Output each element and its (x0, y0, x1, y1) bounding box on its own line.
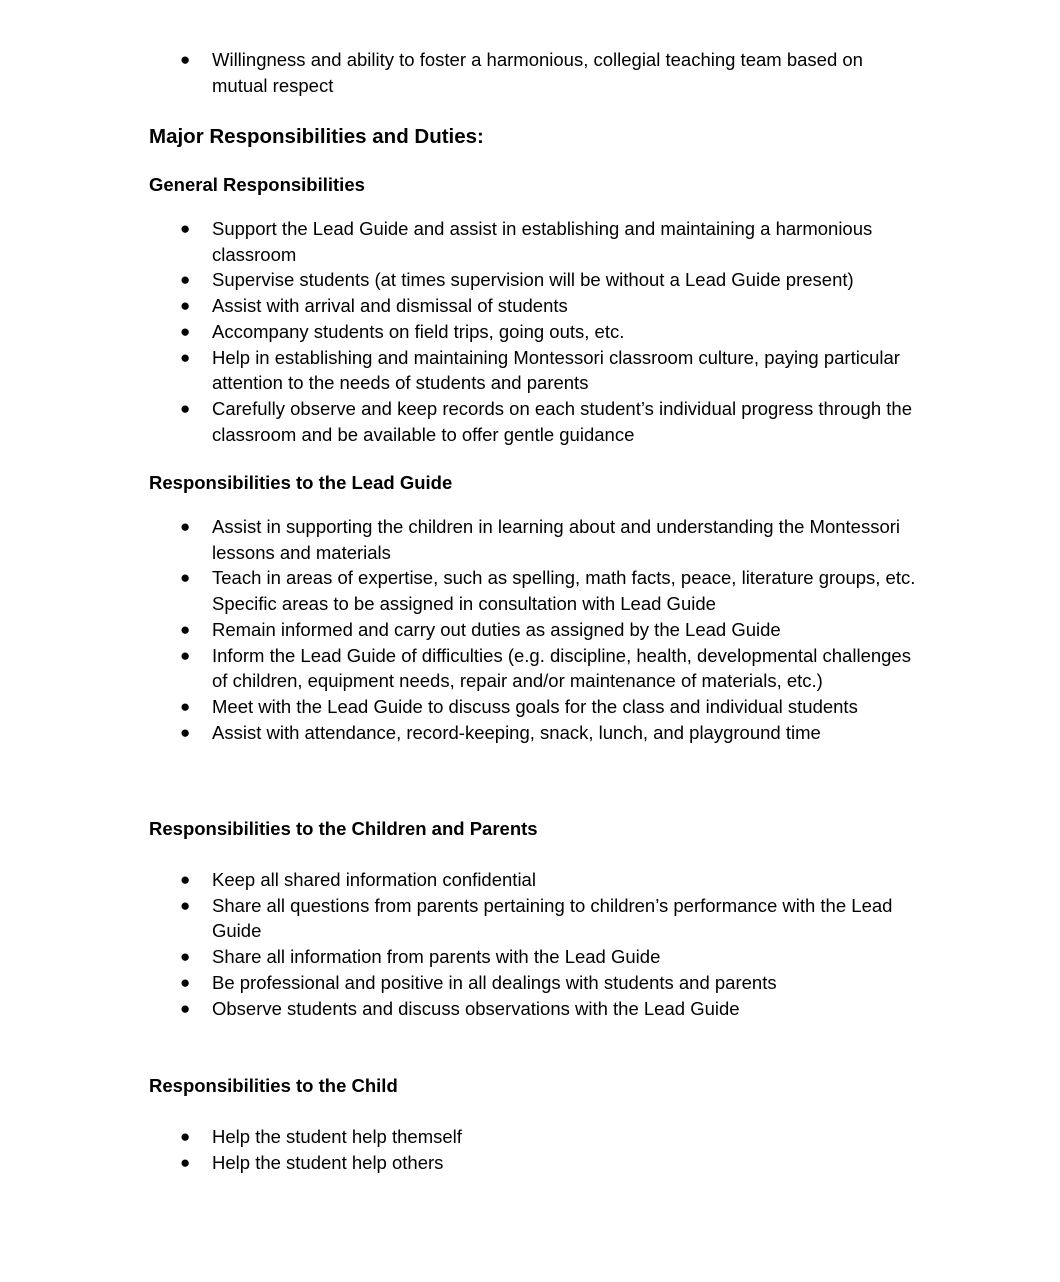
intro-list (149, 47, 919, 98)
bullet-icon: ● (180, 972, 191, 992)
list-item (149, 565, 919, 616)
bullet-icon: ● (180, 296, 191, 316)
section-list-lead-guide (149, 514, 919, 745)
list-item-text: Assist with arrival and dismissal of students (212, 295, 568, 317)
bullet-icon: ● (180, 568, 191, 588)
list-item (149, 1124, 919, 1150)
list-item-text: Be professional and positive in all dealings with students and parents (212, 971, 777, 993)
list-item (149, 944, 919, 970)
bullet-icon: ● (180, 696, 191, 716)
list-item-text: Teach in areas of expertise, such as spelling, math facts, peace, literature groups, etc. Specific areas to be assigned in consultation with Lead Guide (212, 567, 916, 615)
list-item (149, 617, 919, 643)
bullet-icon: ● (180, 517, 191, 536)
list-item-text: Remain informed and carry out duties as assigned by the Lead Guide (212, 618, 781, 640)
bullet-icon: ● (180, 722, 191, 742)
list-item-text: Observe students and discuss observations with the Lead Guide (212, 997, 740, 1019)
list-item (149, 867, 919, 893)
list-item-text: Willingness and ability to foster a harmonious, collegial teaching team based on mutual respect (212, 49, 863, 96)
bullet-icon: ● (180, 947, 191, 967)
list-item (149, 293, 919, 319)
list-item-text: Inform the Lead Guide of difficulties (e.g. discipline, health, developmental challenges of children, equipment needs, repair and/or maintenance of materials, etc.) (212, 644, 911, 692)
bullet-icon: ● (180, 645, 191, 665)
bullet-icon: ● (180, 998, 191, 1018)
major-heading: Major Responsibilities and Duties: (149, 125, 484, 148)
list-item-text: Share all questions from parents pertaining to children’s performance with the Lead Guide (212, 894, 893, 942)
list-item-text: Assist with attendance, record-keeping, snack, lunch, and playground time (212, 721, 821, 743)
bullet-icon: ● (180, 347, 191, 367)
bullet-icon: ● (180, 619, 191, 639)
list-item-text: Meet with the Lead Guide to discuss goals for the class and individual students (212, 695, 858, 717)
bullet-icon: ● (180, 1152, 191, 1172)
list-item (149, 345, 919, 396)
list-item-text: Keep all shared information confidential (212, 869, 536, 890)
section-heading-general: General Responsibilities (149, 174, 365, 195)
list-item-text: Help the student help others (212, 1151, 444, 1173)
list-item (149, 514, 919, 565)
section-list-child (149, 1124, 919, 1175)
list-item-text: Support the Lead Guide and assist in establishing and maintaining a harmonious classroom (212, 218, 873, 265)
list-item (149, 996, 919, 1022)
list-item-text: Carefully observe and keep records on each student’s individual progress through the classroom and be available to offer gentle guidance (212, 397, 913, 445)
bullet-icon: ● (180, 870, 191, 889)
bullet-icon: ● (180, 270, 191, 290)
list-item-text: Share all information from parents with the Lead Guide (212, 946, 661, 968)
list-item (149, 970, 919, 996)
section-list-general (149, 216, 919, 447)
list-item-text: Assist in supporting the children in learning about and understanding the Montessori lessons and materials (212, 516, 901, 563)
list-item (149, 694, 919, 720)
list-item (149, 319, 919, 345)
list-item (149, 720, 919, 746)
list-item-text: Help in establishing and maintaining Montessori classroom culture, paying particular attention to the needs of students and parents (212, 346, 900, 394)
bullet-icon: ● (180, 895, 191, 915)
list-item (149, 643, 919, 694)
list-item (149, 267, 919, 293)
bullet-icon: ● (180, 321, 191, 341)
list-item (149, 1150, 919, 1176)
bullet-icon: ● (180, 219, 191, 238)
bullet-icon: ● (180, 50, 191, 69)
list-item (149, 216, 919, 267)
list-item-text: Help the student help themself (212, 1126, 462, 1147)
list-item-text: Accompany students on field trips, going outs, etc. (212, 320, 625, 342)
list-item-text: Supervise students (at times supervision will be without a Lead Guide present) (212, 269, 854, 291)
bullet-icon: ● (180, 398, 191, 418)
section-heading-child: Responsibilities to the Child (149, 1075, 398, 1096)
bullet-icon: ● (180, 1127, 191, 1146)
list-item (149, 47, 919, 98)
list-item (149, 396, 919, 447)
section-heading-children-parents: Responsibilities to the Children and Parents (149, 818, 538, 839)
section-list-children-parents (149, 867, 919, 1021)
list-item (149, 893, 919, 944)
section-heading-lead-guide: Responsibilities to the Lead Guide (149, 472, 453, 493)
